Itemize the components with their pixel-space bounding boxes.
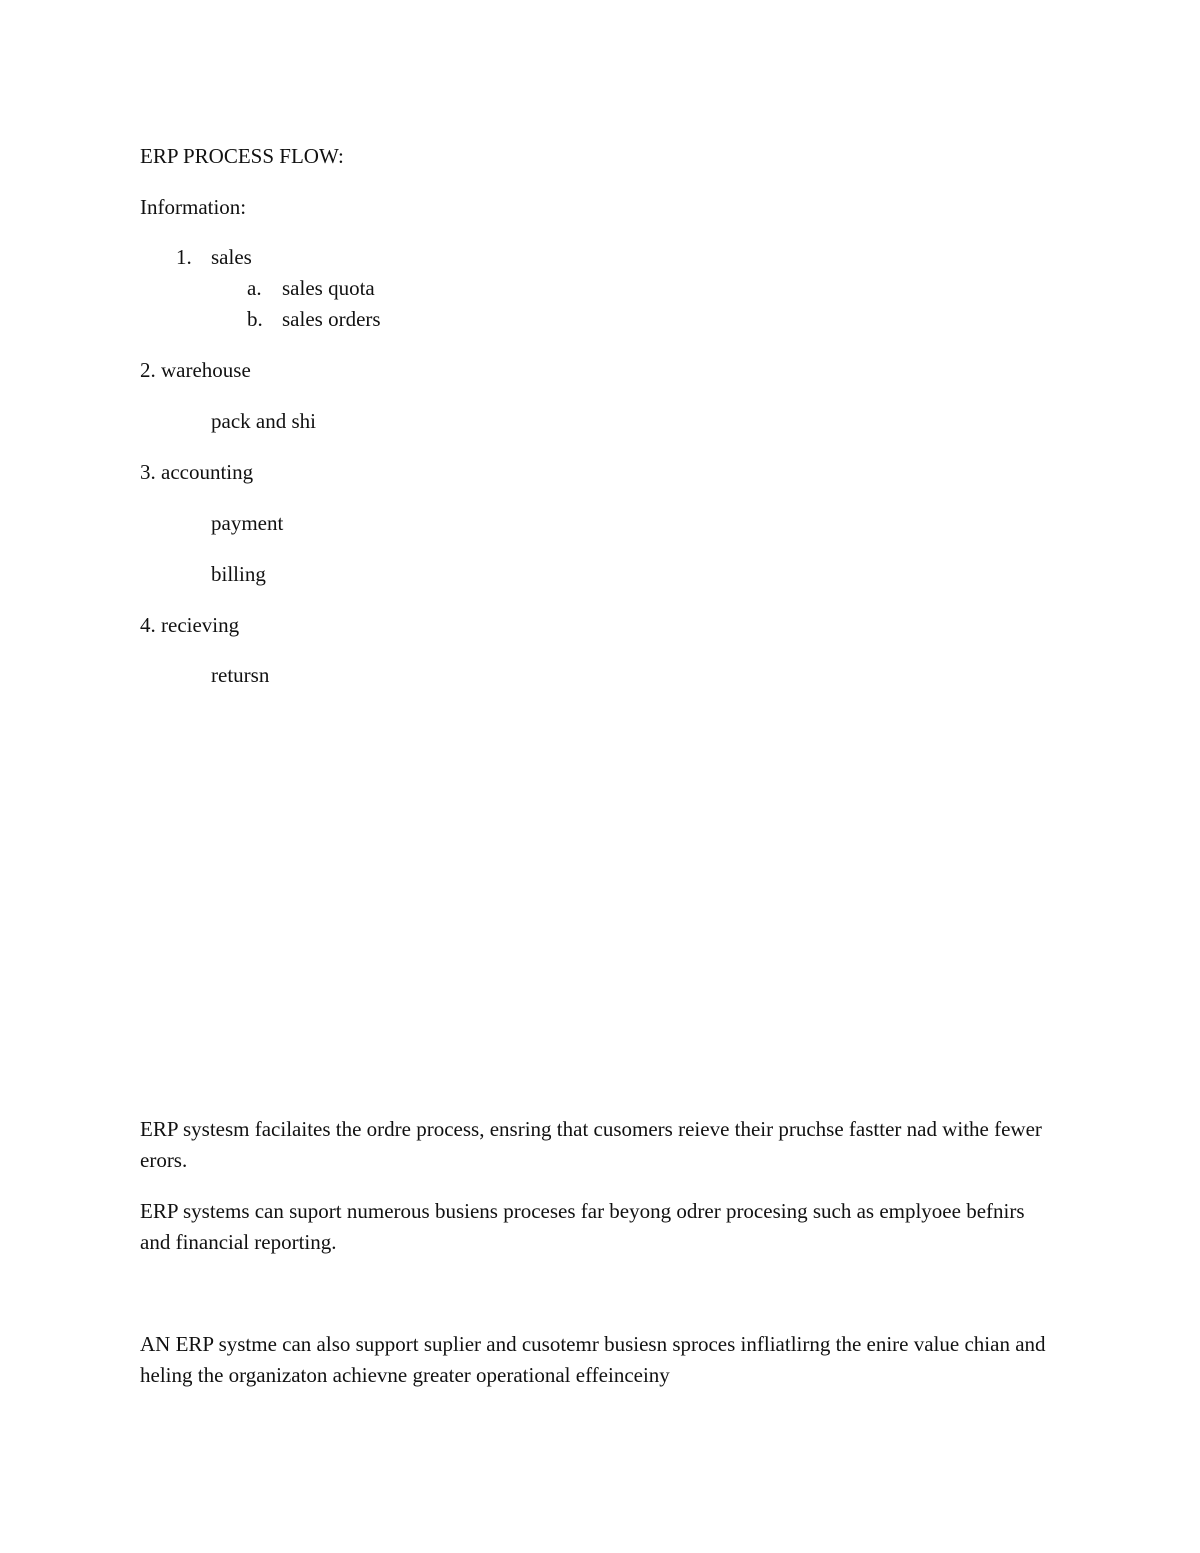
sublist-marker-a: a. (247, 276, 262, 300)
sublist-marker-b: b. (247, 307, 263, 331)
sublist-item-sales-quota: sales quota (282, 276, 375, 300)
paragraph-business-processes: ERP systems can suport numerous busiens proceses far beyong odrer procesing such as emplyoee befnirs and financial reporting. (140, 1199, 1025, 1254)
document-heading: ERP PROCESS FLOW: (140, 144, 344, 168)
paragraph-value-chain: AN ERP systme can also support suplier and cusotemr busiesn sproces infliatlirng the enire value chian and heling the organizaton achievne greater operational effeinceiny (140, 1332, 1046, 1387)
paragraph-order-process: ERP systesm facilaites the ordre process, ensring that cusomers reieve their pruchse fastter nad withe fewer erors. (140, 1117, 1042, 1172)
list-detail-pack-and-ship: pack and shi (211, 409, 316, 433)
list-detail-billing: billing (211, 562, 266, 586)
sublist-item-sales-orders: sales orders (282, 307, 381, 331)
list-item-sales: sales (211, 245, 252, 269)
list-item-recieving: 4. recieving (140, 613, 240, 637)
list-detail-returns: retursn (211, 663, 270, 687)
list-item-warehouse: 2. warehouse (140, 358, 251, 382)
list-item-accounting: 3. accounting (140, 460, 254, 484)
list-marker-1: 1. (176, 245, 192, 269)
list-detail-payment: payment (211, 511, 284, 535)
information-label: Information: (140, 195, 247, 219)
